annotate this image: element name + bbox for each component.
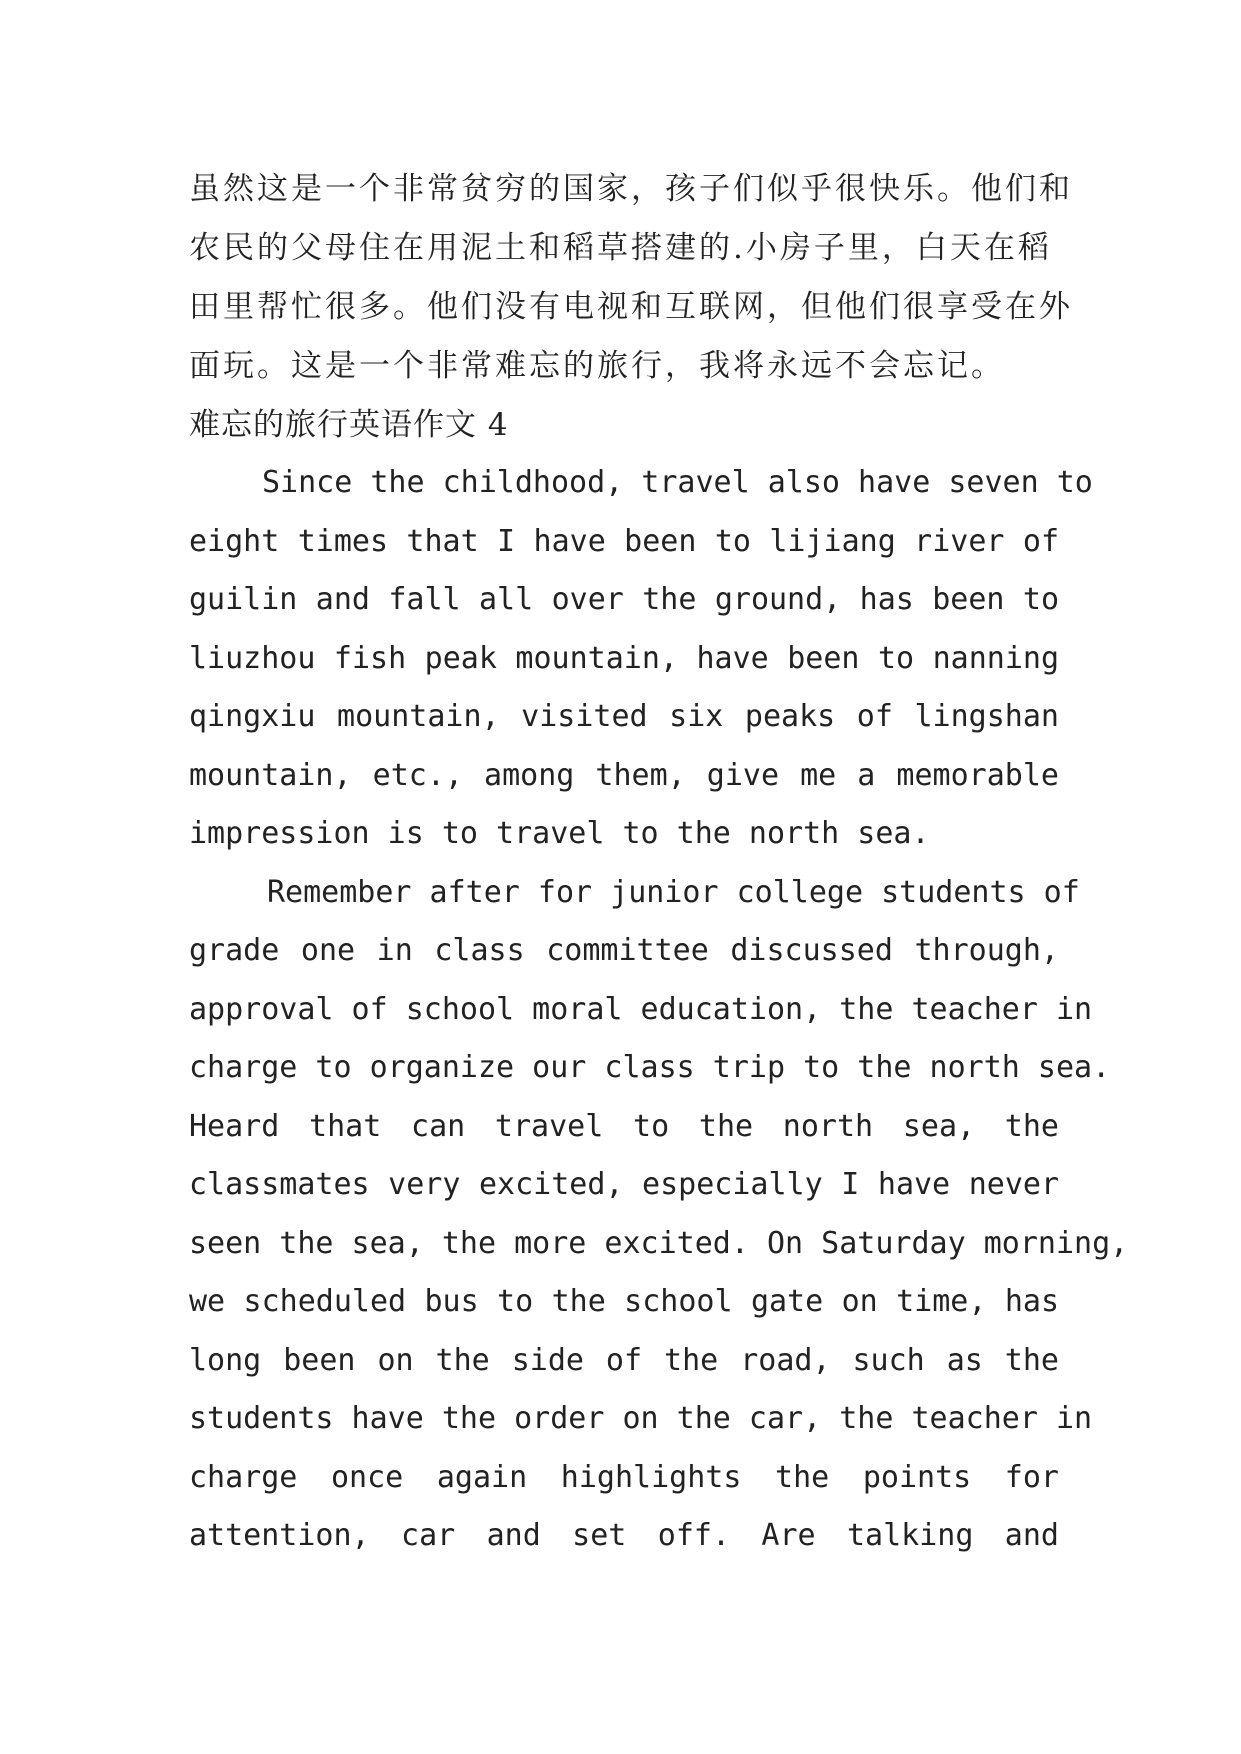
- paragraph-2-line-12: attention, car and set off. Are talking and: [189, 1518, 1059, 1553]
- paragraph-2-line-4: charge to organize our class trip to the north sea.: [189, 1050, 1111, 1085]
- chinese-line-2: 农民的父母住在用泥土和稻草搭建的.小房子里，白天在稻: [189, 230, 1052, 266]
- paragraph-2-line-6: classmates very excited, especially I have never: [189, 1167, 1059, 1202]
- paragraph-1-line-1: Since the childhood, travel also have seven to: [262, 465, 1093, 500]
- chinese-paragraph: [189, 160, 1073, 396]
- paragraph-2-line-9: long been on the side of the road, such as the: [189, 1342, 1059, 1378]
- paragraph-2-line-8: we scheduled bus to the school gate on time, has: [189, 1284, 1059, 1319]
- english-paragraph-2: [189, 864, 1129, 1566]
- chinese-line-3: 田里帮忙很多。他们没有电视和互联网，但他们很享受在外: [189, 289, 1073, 325]
- paragraph-2-line-5: Heard that can travel to the north sea, the: [189, 1108, 1059, 1144]
- paragraph-2-line-11: charge once again highlights the points for: [189, 1459, 1059, 1495]
- paragraph-2-line-3: approval of school moral education, the teacher in: [189, 991, 1093, 1027]
- document-page: [189, 160, 1129, 1566]
- paragraph-1-line-6: mountain, etc., among them, give me a memorable: [189, 757, 1059, 793]
- paragraph-2-line-7: seen the sea, the more excited. On Saturday morning,: [189, 1225, 1129, 1261]
- paragraph-1-line-4: liuzhou fish peak mountain, have been to nanning: [189, 640, 1059, 676]
- english-paragraph-1: [189, 454, 1093, 864]
- section-heading: 难忘的旅行英语作文 4: [189, 407, 509, 443]
- paragraph-2-line-2: grade one in class committee discussed through,: [189, 933, 1059, 968]
- chinese-line-4: 面玩。这是一个非常难忘的旅行，我将永远不会忘记。: [189, 348, 1005, 384]
- paragraph-1-line-5: qingxiu mountain, visited six peaks of lingshan: [189, 699, 1059, 734]
- paragraph-1-line-2: eight times that I have been to lijiang river of: [189, 523, 1059, 559]
- paragraph-1-line-3: guilin and fall all over the ground, has been to: [189, 582, 1059, 617]
- paragraph-2-line-1: Remember after for junior college students of: [267, 874, 1080, 910]
- paragraph-1-line-7: impression is to travel to the north sea.: [189, 816, 930, 851]
- chinese-line-1: 虽然这是一个非常贫穷的国家，孩子们似乎很快乐。他们和: [189, 171, 1073, 207]
- paragraph-2-line-10: students have the order on the car, the teacher in: [189, 1401, 1093, 1436]
